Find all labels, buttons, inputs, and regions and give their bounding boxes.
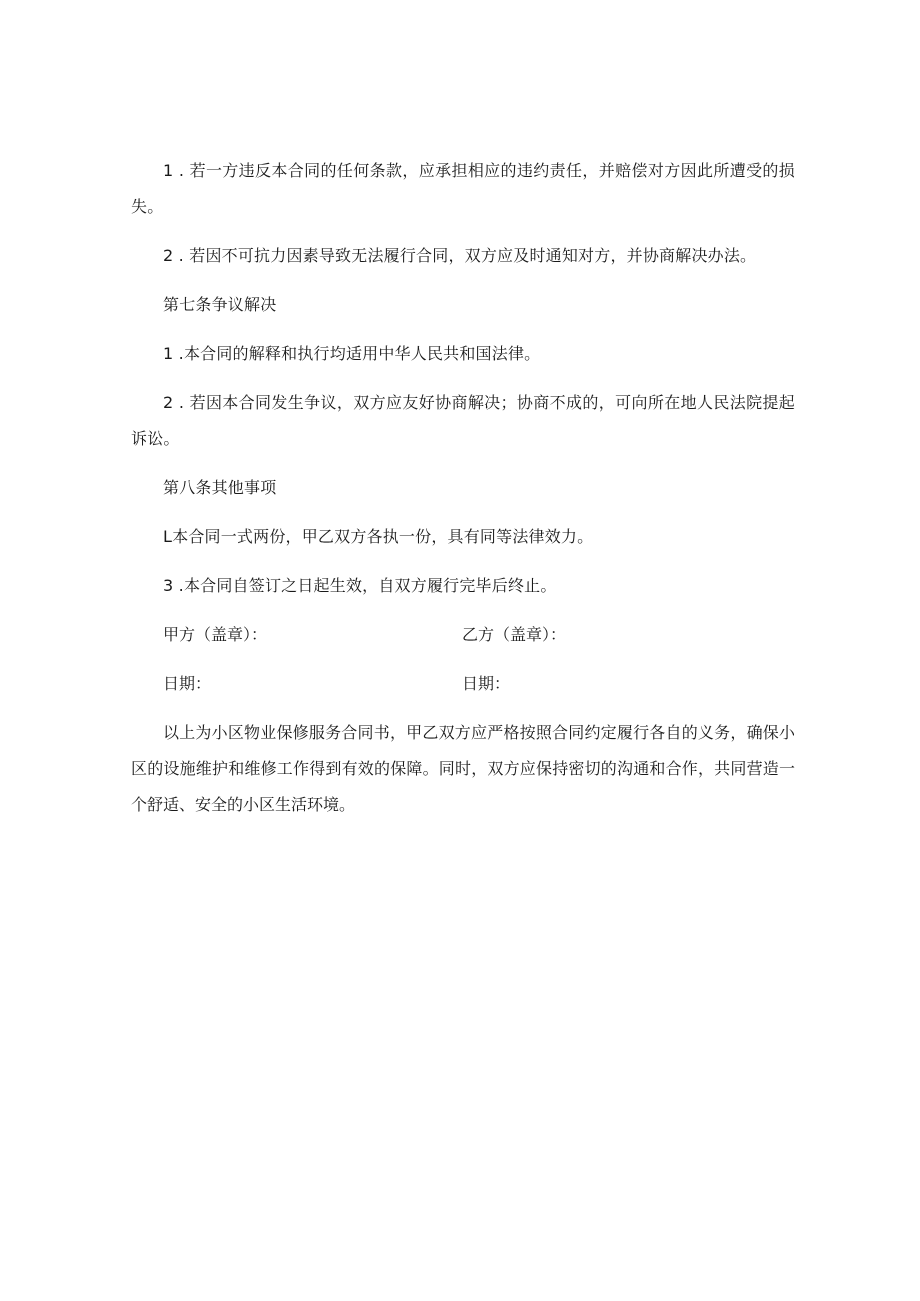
document-body xyxy=(131,153,795,823)
party-a-seal-label: 甲方（盖章）： xyxy=(163,625,268,644)
clause-copies: L本合同一式两份，甲乙双方各执一份，具有同等法律效力。 xyxy=(163,527,594,546)
clause-breach-liability: 1 . 若一方违反本合同的任何条款，应承担相应的违约责任，并赔偿对方因此所遭受的损失。 xyxy=(131,161,795,216)
clause-governing-law: 1 .本合同的解释和执行均适用中华人民共和国法律。 xyxy=(163,344,541,363)
section-heading-dispute-resolution: 第七条争议解决 xyxy=(163,295,277,314)
party-b-seal-label: 乙方（盖章）： xyxy=(462,625,567,644)
date-row xyxy=(131,666,795,702)
clause-force-majeure: 2 . 若因不可抗力因素导致无法履行合同，双方应及时通知对方，并协商解决办法。 xyxy=(163,246,757,265)
section-heading-other-matters: 第八条其他事项 xyxy=(163,478,277,497)
clause-dispute-negotiation: 2 . 若因本合同发生争议，双方应友好协商解决；协商不成的，可向所在地人民法院提起诉讼。 xyxy=(131,393,795,448)
party-b-date-label: 日期： xyxy=(462,674,511,693)
signature-row xyxy=(131,617,795,653)
party-a-date-label: 日期： xyxy=(163,674,212,693)
closing-paragraph: 以上为小区物业保修服务合同书，甲乙双方应严格按照合同约定履行各自的义务，确保小区的设施维护和维修工作得到有效的保障。同时，双方应保持密切的沟通和合作，共同营造一个舒适、安全的小区生活环境。 xyxy=(131,723,795,814)
clause-effective-date: 3 .本合同自签订之日起生效，自双方履行完毕后终止。 xyxy=(163,576,557,595)
